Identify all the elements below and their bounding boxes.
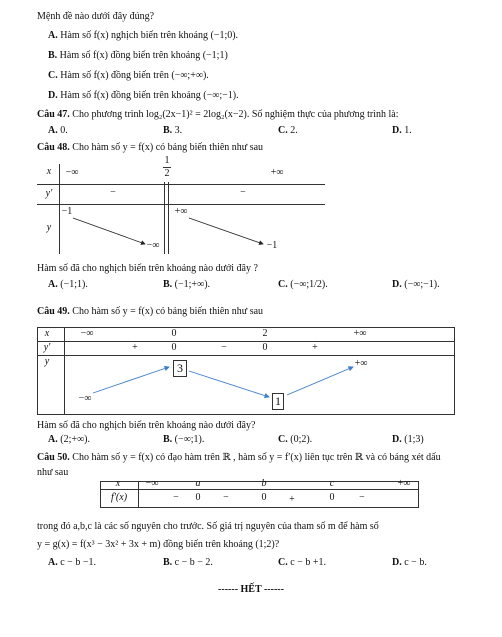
q49-yp-1: 0 — [171, 342, 177, 353]
q49-y-start: −∞ — [78, 393, 92, 404]
q49-row-x: x — [44, 328, 50, 339]
q48-yp-left-sign: − — [110, 187, 116, 198]
q50-x-4: +∞ — [397, 478, 411, 489]
q46-option-a: A. Hàm số f(x) nghịch biến trên khoảng (−1;0). — [48, 30, 239, 41]
q50-option-d: D. c − b. — [392, 557, 427, 568]
q49-x-1: 0 — [171, 328, 177, 339]
q50-x-0: −∞ — [145, 478, 159, 489]
q49-stem: Câu 49. Cho hàm số y = f(x) có bảng biến thiên như sau — [37, 306, 264, 317]
footer-end-marker: ------ HẾT ------ — [218, 584, 284, 595]
q48-y-left-top: −1 — [61, 206, 73, 217]
q48-option-b: B. (−1;+∞). — [163, 279, 211, 290]
q48-stem: Câu 48. Cho hàm số y = f(x) có bảng biến thiên như sau — [37, 142, 264, 153]
q50-option-a: A. c − b −1. — [48, 557, 96, 568]
q48-x-neg-inf: −∞ — [65, 167, 79, 178]
q50-fp-5: 0 — [329, 492, 335, 503]
q49-option-d: D. (1;3) — [392, 434, 424, 445]
q47-option-d: D. 1. — [392, 125, 412, 136]
q48-option-c: C. (−∞;1/2). — [278, 279, 328, 290]
q48-question: Hàm số đã cho nghịch biến trên khoảng nào dưới đây ? — [37, 263, 258, 274]
q50-x-3: c — [329, 478, 335, 489]
q49-yp-3: 0 — [262, 342, 268, 353]
q50-line3: trong đó a,b,c là các số nguyên cho trước. Số giá trị nguyên của tham số m để hàm số — [37, 521, 379, 532]
q46-stem: Mệnh đề nào dưới đây đúng? — [37, 11, 155, 22]
q49-x-2: 2 — [262, 328, 268, 339]
q48-x-pos-inf: +∞ — [270, 167, 284, 178]
q48-option-d: D. (−∞;−1). — [392, 279, 440, 290]
q49-y-min: 1 — [272, 393, 284, 410]
q48-x-half-den: 2 — [164, 168, 170, 179]
q48-y-right-bottom: −1 — [266, 240, 278, 251]
q50-x-1: a — [195, 478, 201, 489]
q50-fp-0: − — [173, 492, 179, 503]
q50-fp-3: 0 — [261, 492, 267, 503]
q49-yp-4: + — [312, 342, 318, 353]
q47-option-b: B. 3. — [163, 125, 183, 136]
q50-fp-6: − — [359, 492, 365, 503]
q50-line4: y = g(x) = f(x³ − 3x² + 3x + m) đồng biến trên khoảng (1;2)? — [37, 539, 280, 550]
q49-y-max: 3 — [173, 360, 187, 377]
q48-arrows — [37, 164, 327, 256]
q48-x-half-num: 1 — [164, 155, 170, 166]
q49-question: Hàm số đã cho nghịch biến trên khoảng nào dưới đây? — [37, 420, 256, 431]
q48-row-yp: y′ — [45, 188, 53, 199]
q46-option-c: C. Hàm số f(x) đồng biến trên (−∞;+∞). — [48, 70, 209, 81]
q49-option-b: B. (−∞;1). — [163, 434, 205, 445]
q47-option-a: A. 0. — [48, 125, 68, 136]
q49-option-a: A. (2;+∞). — [48, 434, 90, 445]
q49-y-end: +∞ — [354, 358, 368, 369]
q50-stem-line1: Câu 50. Cho hàm số y = f(x) có đạo hàm trên ℝ , hàm số y = f′(x) liên tục trên ℝ và có bảng xét dấu — [37, 452, 441, 463]
q48-option-a: A. (−1;1). — [48, 279, 88, 290]
q46-option-b: B. Hàm số f(x) đồng biến trên khoảng (−1;1) — [48, 50, 228, 61]
q49-x-0: −∞ — [80, 328, 94, 339]
q50-option-b: B. c − b − 2. — [163, 557, 213, 568]
q48-y-left-bottom: −∞ — [146, 240, 160, 251]
q47-stem: Câu 47. Cho phương trình log₂(2x−1)² = 2log₂(x−2). Số nghiệm thực của phương trình là: — [37, 109, 399, 120]
q48-row-y: y — [46, 222, 52, 233]
q49-option-c: C. (0;2). — [278, 434, 313, 445]
q49-yp-2: − — [221, 342, 227, 353]
q50-x-2: b — [261, 478, 267, 489]
q48-y-right-top: +∞ — [174, 206, 188, 217]
q50-option-c: C. c − b +1. — [278, 557, 326, 568]
q50-row-fp: f′(x) — [110, 492, 128, 503]
q50-fp-2: − — [223, 492, 229, 503]
q48-row-x: x — [46, 166, 52, 177]
q49-row-yp: y' — [43, 342, 51, 353]
q47-option-c: C. 2. — [278, 125, 298, 136]
q49-x-3: +∞ — [353, 328, 367, 339]
q49-row-y: y — [44, 356, 50, 367]
q46-option-d: D. Hàm số f(x) đồng biến trên khoảng (−∞;−1). — [48, 90, 239, 101]
q49-arrows — [37, 327, 457, 417]
q50-fp-1: 0 — [195, 492, 201, 503]
q49-yp-0: + — [132, 342, 138, 353]
q50-stem-line2: như sau — [37, 467, 69, 478]
q50-row-x: x — [115, 478, 121, 489]
q50-fp-4: + — [289, 494, 295, 505]
q48-yp-right-sign: − — [240, 187, 246, 198]
